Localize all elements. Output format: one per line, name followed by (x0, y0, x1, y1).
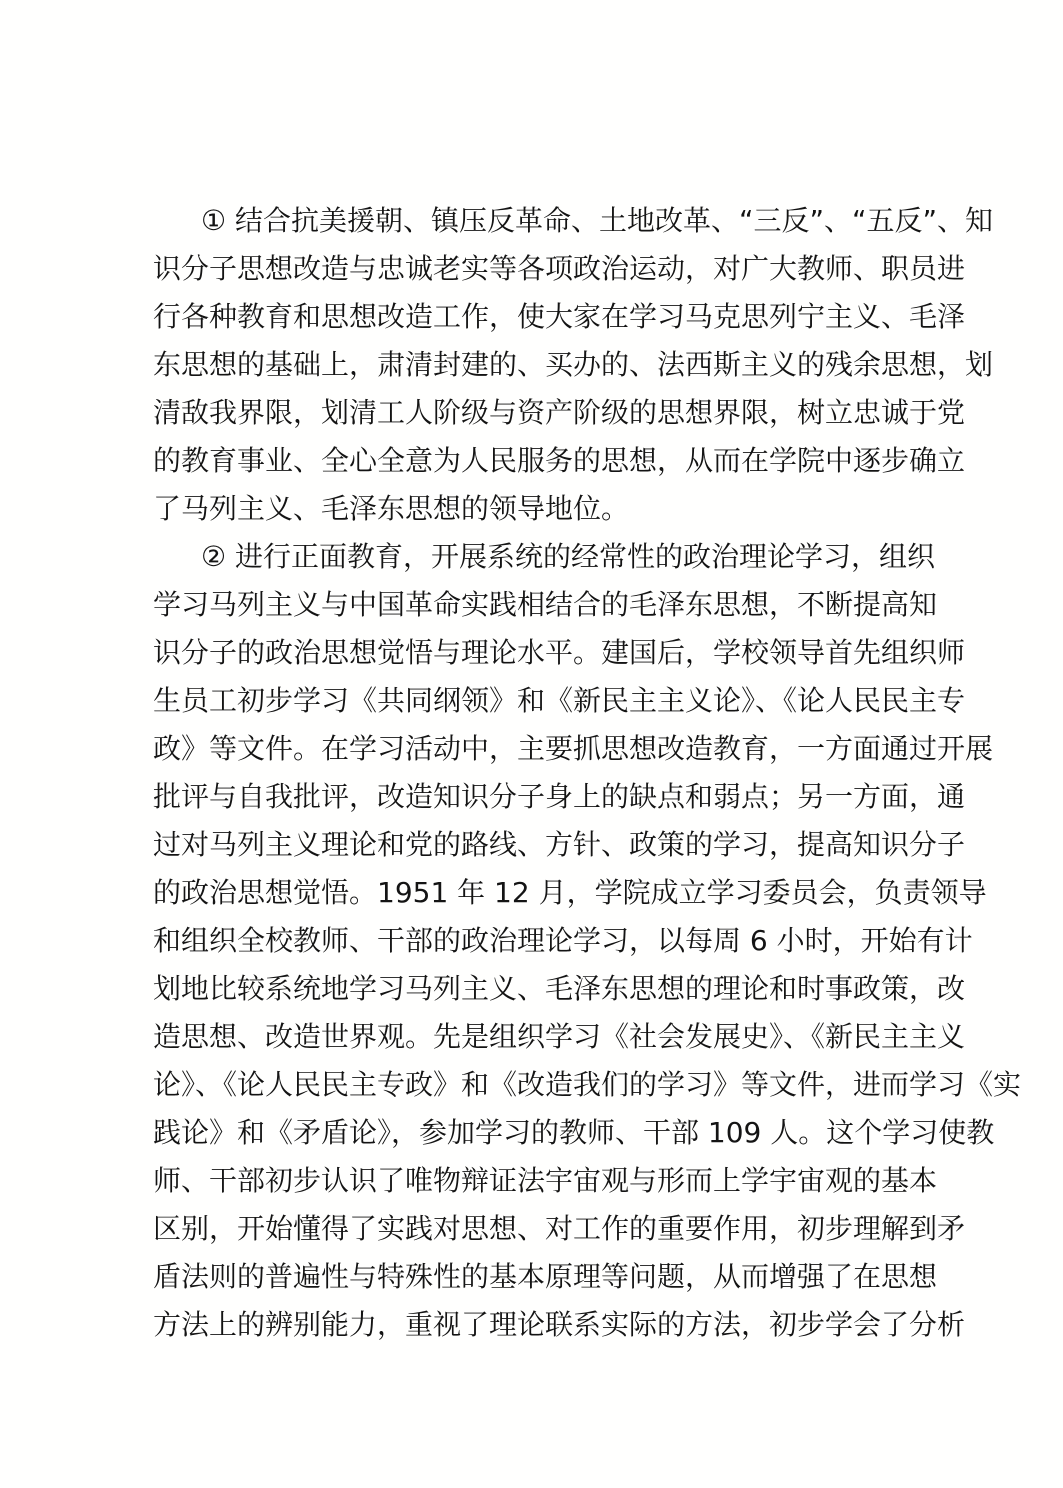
text-line: 识分子的政治思想觉悟与理论水平。建国后，学校领导首先组织师 (153, 636, 966, 669)
text-line: 生员工初步学习《共同纲领》和《新民主主义论》、《论人民民主专 (153, 684, 966, 717)
text-line: 清敌我界限，划清工人阶级与资产阶级的思想界限，树立忠诚于党 (153, 396, 966, 429)
text-line: 识分子思想改造与忠诚老实等各项政治运动，对广大教师、职员进 (153, 252, 966, 285)
text-line: 和组织全校教师、干部的政治理论学习，以每周 6 小时，开始有计 (153, 924, 973, 957)
text-line: 盾法则的普遍性与特殊性的基本原理等问题，从而增强了在思想 (153, 1260, 938, 1293)
text-line: ① 结合抗美援朝、镇压反革命、土地改革、“三反”、“五反”、知 (201, 204, 994, 237)
text-line: 论》、《论人民民主专政》和《改造我们的学习》等文件，进而学习《实 (153, 1068, 1022, 1101)
text-line: 师、干部初步认识了唯物辩证法宇宙观与形而上学宇宙观的基本 (153, 1164, 938, 1197)
text-line: 划地比较系统地学习马列主义、毛泽东思想的理论和时事政策，改 (153, 972, 966, 1005)
text-line: 过对马列主义理论和党的路线、方针、政策的学习，提高知识分子 (153, 828, 966, 861)
text-line: 方法上的辨别能力，重视了理论联系实际的方法，初步学会了分析 (153, 1308, 966, 1341)
text-line: 的政治思想觉悟。1951 年 12 月，学院成立学习委员会，负责领导 (153, 876, 987, 909)
text-line: 东思想的基础上，肃清封建的、买办的、法西斯主义的残余思想，划 (153, 348, 994, 381)
text-line: 学习马列主义与中国革命实践相结合的毛泽东思想，不断提高知 (153, 588, 938, 621)
text-line: 行各种教育和思想改造工作，使大家在学习马克思列宁主义、毛泽 (153, 300, 966, 333)
text-line: 的教育事业、全心全意为人民服务的思想，从而在学院中逐步确立 (153, 444, 966, 477)
text-line: 了马列主义、毛泽东思想的领导地位。 (153, 492, 630, 525)
text-line: 批评与自我批评，改造知识分子身上的缺点和弱点；另一方面，通 (153, 780, 966, 813)
text-line: 造思想、改造世界观。先是组织学习《社会发展史》、《新民主主义 (153, 1020, 966, 1053)
text-line: 区别，开始懂得了实践对思想、对工作的重要作用，初步理解到矛 (153, 1212, 966, 1245)
text-line: 践论》和《矛盾论》，参加学习的教师、干部 109 人。这个学习使教 (153, 1116, 995, 1149)
text-line: 政》等文件。在学习活动中，主要抓思想改造教育，一方面通过开展 (153, 732, 994, 765)
text-line: ② 进行正面教育，开展系统的经常性的政治理论学习，组织 (201, 540, 936, 573)
